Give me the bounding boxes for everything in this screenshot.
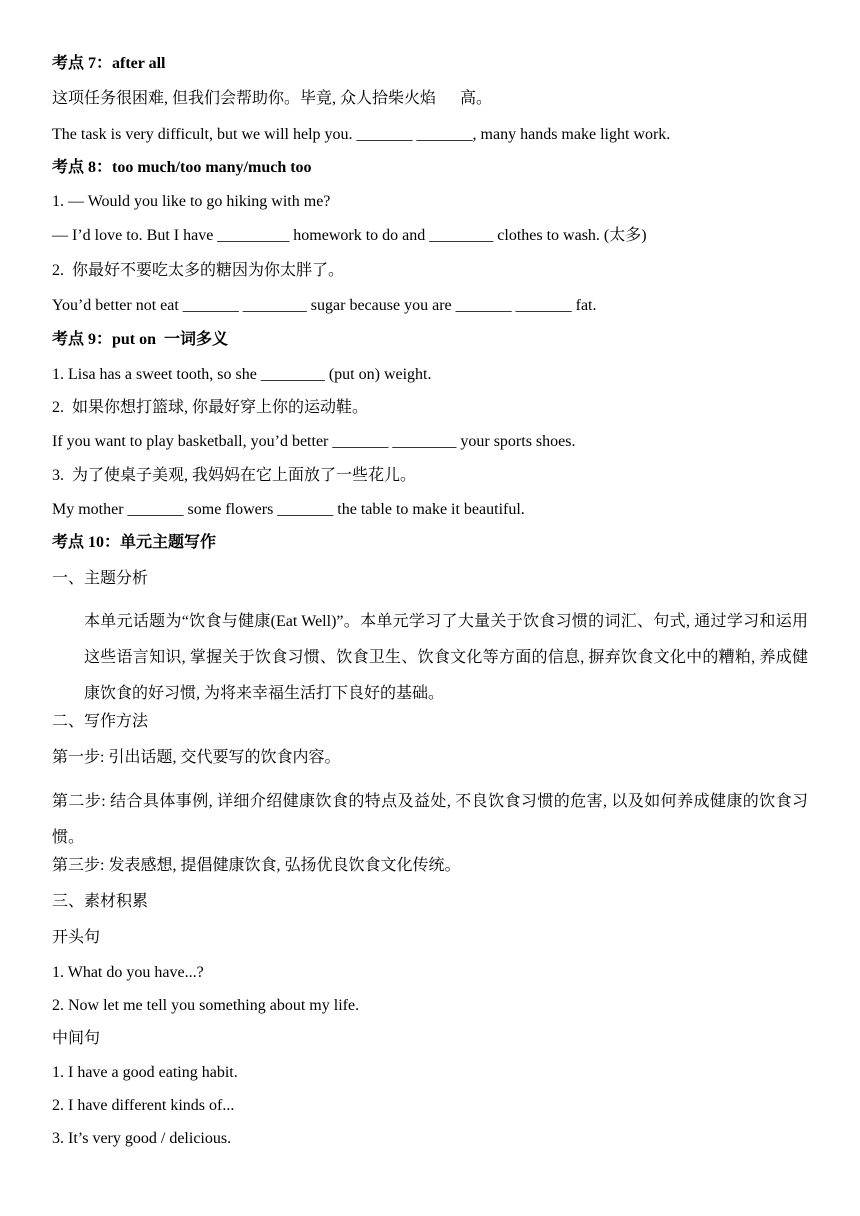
subsection-title: 三、素材积累 [52,893,149,910]
label-opening: 开头句 [52,929,101,946]
section-heading-10: 考点 10：单元主题写作 [52,534,217,551]
fill-blank-sentence: The task is very difficult, but we will help you. _______ _______, many hands make light work. [52,126,671,143]
list-item: 1. I have a good eating habit. [52,1064,238,1081]
question-2: 2. 你最好不要吃太多的糖因为你太胖了。 [52,262,345,279]
question-1: 1. Lisa has a sweet tooth, so she ________ (put on) weight. [52,366,432,383]
answer-line: — I’d love to. But I have _________ homework to do and ________ clothes to wash. (太多) [52,227,647,244]
chinese-sentence: 这项任务很困难, 但我们会帮助你。毕竟, 众人拾柴火焰 高。 [52,90,493,107]
subsection-title: 一、主题分析 [52,570,149,587]
topic-paragraph [84,604,808,712]
question-3: 3. 为了使桌子美观, 我妈妈在它上面放了一些花儿。 [52,467,417,484]
topic-paragraph-text: 本单元话题为“饮食与健康(Eat Well)”。本单元学习了大量关于饮食习惯的词汇、句式, 通过学习和运用这些语言知识, 掌握关于饮食习惯、饮食卫生、饮食文化等方面的信息, 摒弃饮食文化中的糟粕, 养成健康饮食的好习惯, 为将来幸福生活打下良好的基础。 [84,613,808,702]
fill-blank-sentence: If you want to play basketball, you’d better _______ ________ your sports shoes. [52,433,576,450]
list-item: 2. Now let me tell you something about my life. [52,997,360,1014]
section-heading-7: 考点 7：after all [52,55,166,72]
question-2: 2. 如果你想打篮球, 你最好穿上你的运动鞋。 [52,399,369,416]
section-heading-8: 考点 8：too much/too many/much too [52,159,312,176]
label-middle: 中间句 [52,1030,101,1047]
step-3: 第三步: 发表感想, 提倡健康饮食, 弘扬优良饮食文化传统。 [52,857,461,874]
fill-blank-sentence: You’d better not eat _______ ________ sugar because you are _______ _______ fat. [52,297,597,314]
step-1: 第一步: 引出话题, 交代要写的饮食内容。 [52,749,341,766]
list-item: 3. It’s very good / delicious. [52,1130,232,1147]
list-item: 1. What do you have...? [52,964,204,981]
subsection-title: 二、写作方法 [52,713,149,730]
step-2: 第二步: 结合具体事例, 详细介绍健康饮食的特点及益处, 不良饮食习惯的危害, 以及如何养成健康的饮食习惯。 [52,793,808,846]
list-item: 2. I have different kinds of... [52,1097,235,1114]
question-1: 1. — Would you like to go hiking with me? [52,193,331,210]
fill-blank-sentence: My mother _______ some flowers _______ the table to make it beautiful. [52,501,525,518]
section-heading-9: 考点 9：put on 一词多义 [52,331,229,348]
